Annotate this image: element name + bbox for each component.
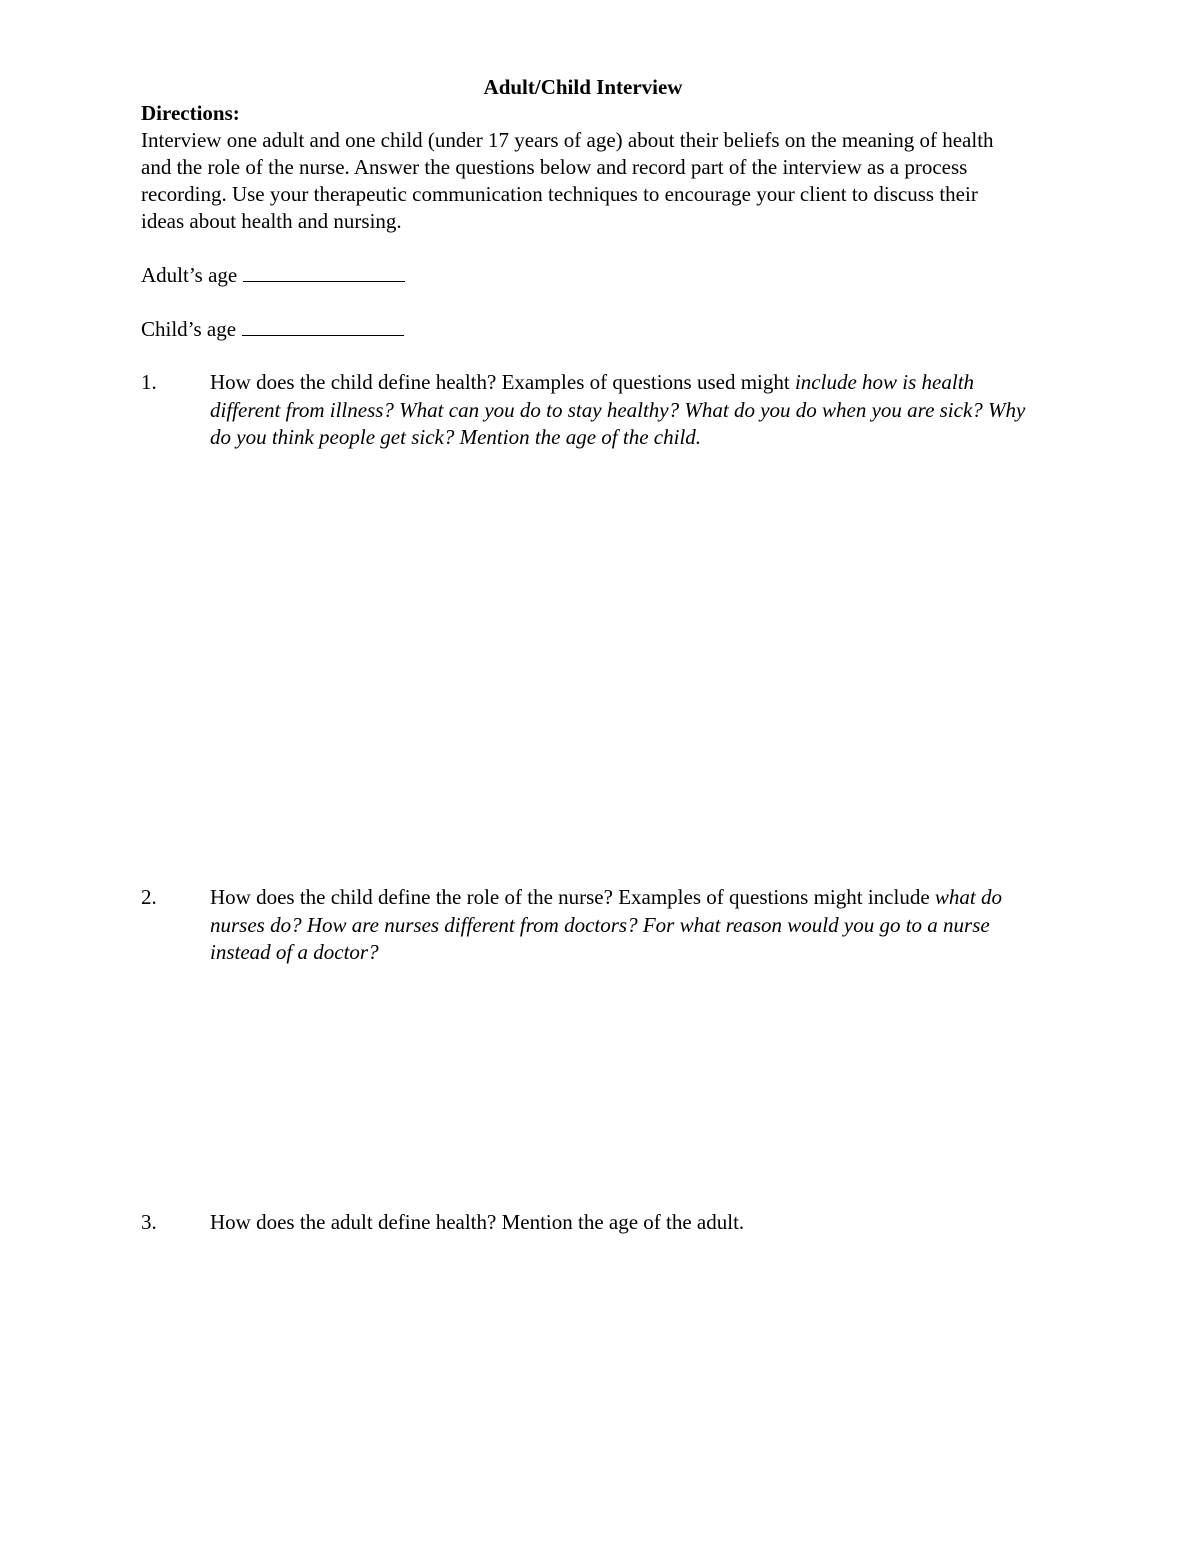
question-text [210, 884, 1031, 967]
child-age-label: Child’s age [141, 317, 237, 341]
question-text-italic: what do nurses do? How are nurses different from doctors? For what reason would you go to a nurse instead of a doctor? [210, 885, 1002, 964]
child-age-blank-line [242, 334, 404, 336]
adult-age-label: Adult’s age [141, 263, 238, 287]
question-text-plain: How does the adult define health? Mention the age of the adult. [210, 1210, 745, 1234]
question-text [210, 369, 1031, 452]
child-age-field [141, 316, 404, 342]
question-number: 1. [141, 370, 157, 394]
directions-heading: Directions: [141, 101, 240, 125]
adult-age-blank-line [243, 280, 405, 282]
document-title: Adult/Child Interview [483, 75, 683, 99]
question-number: 3. [141, 1210, 157, 1234]
question-2 [141, 884, 1031, 967]
question-number: 2. [141, 885, 157, 909]
adult-age-field [141, 262, 405, 288]
question-text-plain: How does the child define health? Examples of questions used might [210, 370, 795, 394]
question-3 [141, 1209, 1031, 1237]
question-1 [141, 369, 1031, 452]
directions-text: Interview one adult and one child (under 17 years of age) about their beliefs on the meaning of health and the role of the nurse. Answer the questions below and record part of the interview as a process recording. Use your therapeutic communication techniques to encourage your client to discuss their ideas about health and nursing. [141, 128, 994, 233]
question-text-italic: include how is health different from illness? What can you do to stay healthy? What do you do when you are sick? Why do you think people get sick? Mention the age of the child. [210, 370, 1026, 449]
question-text [210, 1209, 1031, 1237]
question-text-plain: How does the child define the role of the nurse? Examples of questions might include [210, 885, 935, 909]
